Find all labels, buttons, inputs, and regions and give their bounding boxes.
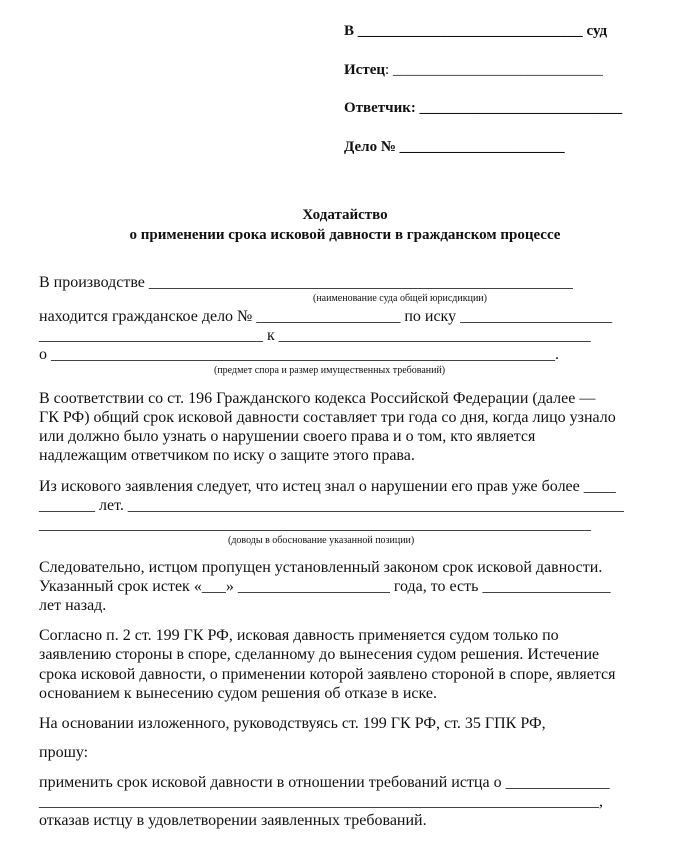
body-line: лет назад. bbox=[39, 597, 107, 614]
body-line: отказав истцу в удовлетворении заявленных требований. bbox=[39, 812, 427, 829]
case-line: Дело № ______________________ bbox=[344, 139, 565, 155]
case-number-field bbox=[344, 138, 565, 156]
plaintiff-label: Истец bbox=[344, 62, 385, 78]
field-hint: (наименование суда общей юрисдикции) bbox=[313, 293, 487, 304]
body-line: Указанный срок истек «___» ___________________ года, то есть ________________ bbox=[39, 578, 611, 595]
plaintiff-field bbox=[344, 61, 603, 79]
body-line: В производстве _____________________________________________________ bbox=[39, 274, 573, 291]
body-line: или должно было узнать о нарушении своего права и о том, кто является bbox=[39, 428, 536, 445]
body-line: На основании изложенного, руководствуясь ст. 199 ГК РФ, ст. 35 ГПК РФ, bbox=[39, 715, 546, 732]
field-hint: (доводы в обоснование указанной позиции) bbox=[228, 535, 415, 546]
court-field bbox=[344, 22, 607, 40]
body-line: Согласно п. 2 ст. 199 ГК РФ, исковая давность применяется судом только по bbox=[39, 627, 559, 644]
body-line: Из искового заявления следует, что истец знал о нарушении его прав уже более ____ bbox=[39, 478, 616, 495]
body-line: находится гражданское дело № __________________ по иску ___________________ bbox=[39, 308, 613, 325]
document-subtitle: о применении срока исковой давности в гражданском процессе bbox=[129, 227, 561, 243]
body-line: ______________________________________________________________________, bbox=[39, 793, 603, 810]
body-line: ГК РФ) общий срок исковой давности составляет три года со дня, когда лицо узнало bbox=[39, 409, 616, 426]
court-line: В ______________________________ суд bbox=[344, 23, 608, 39]
defendant-line: Ответчик: ___________________________ bbox=[344, 100, 623, 116]
body-line: о _______________________________________________________________. bbox=[39, 346, 559, 363]
defendant-field bbox=[344, 99, 622, 117]
body-line: _____________________________________________________________________ bbox=[39, 516, 591, 533]
request-heading: прошу: bbox=[39, 744, 89, 761]
body-line: В соответствии со ст. 196 Гражданского кодекса Российской Федерации (далее — bbox=[39, 390, 596, 407]
field-hint: (предмет спора и размер имущественных требований) bbox=[214, 365, 446, 376]
body-line: _______ лет. ______________________________________________________________ bbox=[39, 497, 624, 514]
body-line: основанием к вынесению судом решения об отказе в иске. bbox=[39, 685, 437, 702]
body-line: надлежащим ответчиком по иску о защите этого права. bbox=[39, 447, 415, 464]
body-line: Следовательно, истцом пропущен установленный законом срок исковой давности. bbox=[39, 559, 603, 576]
body-line: применить срок исковой давности в отношении требований истца о _____________ bbox=[39, 774, 610, 791]
body-line: срока исковой давности, о применении которой заявлено стороной в споре, является bbox=[39, 666, 616, 683]
plaintiff-blank: : ____________________________ bbox=[385, 62, 603, 78]
document-title: Ходатайство bbox=[302, 207, 388, 223]
body-line: заявлению стороны в споре, сделанному до вынесения судом решения. Истечение bbox=[39, 646, 600, 663]
body-line: ____________________________ к _______________________________________ bbox=[39, 327, 591, 344]
